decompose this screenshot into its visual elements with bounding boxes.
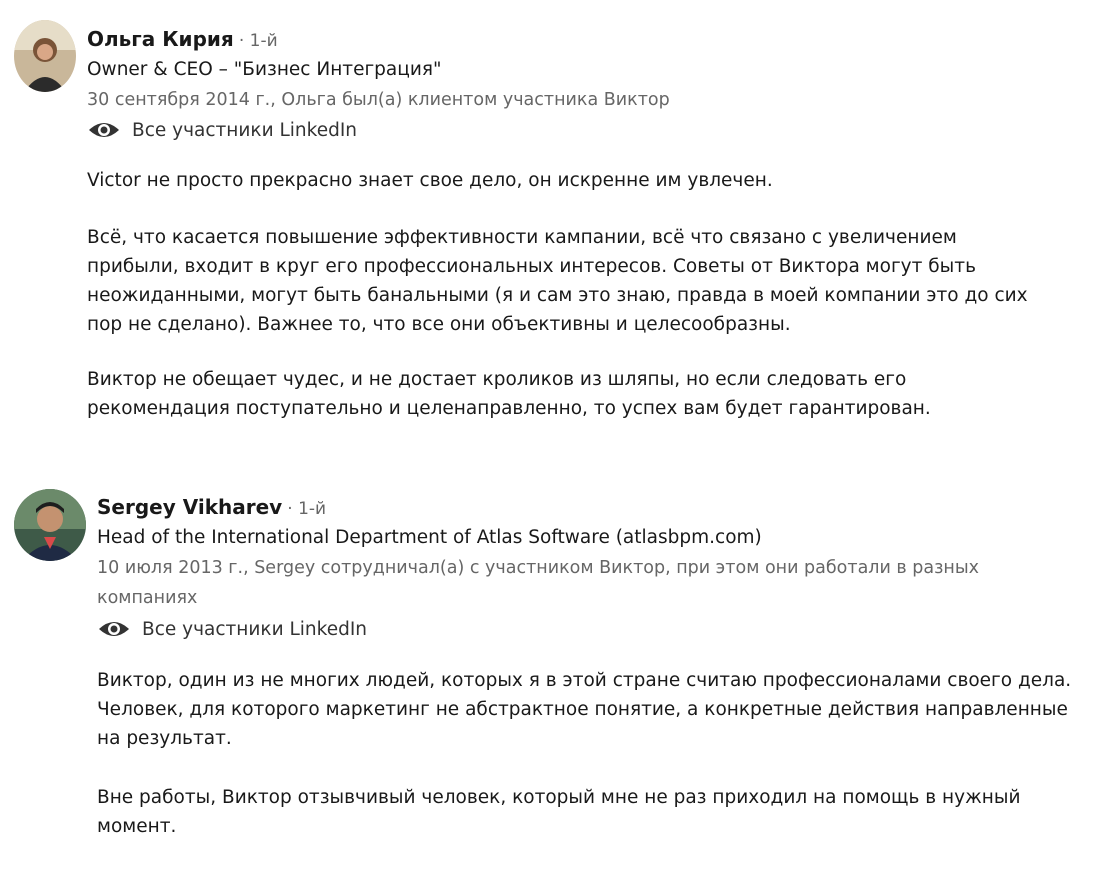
recommendation-paragraph: Вне работы, Виктор отзывчивый человек, который мне не раз приходил на помощь в нужный момент. (97, 787, 1021, 837)
visibility-indicator (97, 618, 367, 640)
member-headline: Head of the International Department of Atlas Software (atlasbpm.com) (97, 527, 762, 548)
connection-degree: · 1-й (238, 31, 278, 51)
eye-icon (97, 618, 131, 640)
eye-icon (87, 119, 121, 141)
avatar[interactable] (14, 489, 86, 561)
recommendation-paragraph: Виктор не обещает чудес, и не достает кроликов из шляпы, но если следовать его рекомендация поступательно и целенаправленно, то успех вам будет гарантирован. (87, 369, 931, 419)
member-name[interactable]: Ольга Кирия (87, 27, 234, 51)
connection-degree: · 1-й (287, 499, 327, 519)
avatar[interactable] (14, 20, 76, 92)
recommendation-paragraph: Виктор, один из не многих людей, которых я в этой стране считаю профессионалами своего дела. Человек, для которого маркетинг не абстрактное понятие, а конкретные действия направленные на результат. (97, 670, 1072, 749)
recommendation-paragraph: Всё, что касается повышение эффективности кампании, всё что связано с увеличением прибыли, входит в круг его профессиональных интересов. Советы от Виктора могут быть неожиданными, могут быть банальными (я и сам это знаю, правда в моей компании это до сих пор не сделано). Важнее то, что все они объективны и целесообразны. (87, 227, 1028, 335)
recommendation-item (0, 440, 1101, 870)
relationship-text: 10 июля 2013 г., Sergey сотрудничал(а) с участником Виктор, при этом они работали в разных компаниях (97, 558, 980, 608)
member-name[interactable]: Sergey Vikharev (97, 495, 283, 519)
visibility-label: Все участники LinkedIn (132, 119, 358, 141)
recommendation-paragraph: Victor не просто прекрасно знает свое дело, он искренне им увлечен. (87, 170, 773, 191)
visibility-indicator (87, 119, 357, 141)
member-headline: Owner & CEO – "Бизнес Интеграция" (87, 59, 442, 80)
visibility-label: Все участники LinkedIn (142, 618, 368, 640)
relationship-text: 30 сентября 2014 г., Ольга был(а) клиентом участника Виктор (87, 90, 670, 110)
